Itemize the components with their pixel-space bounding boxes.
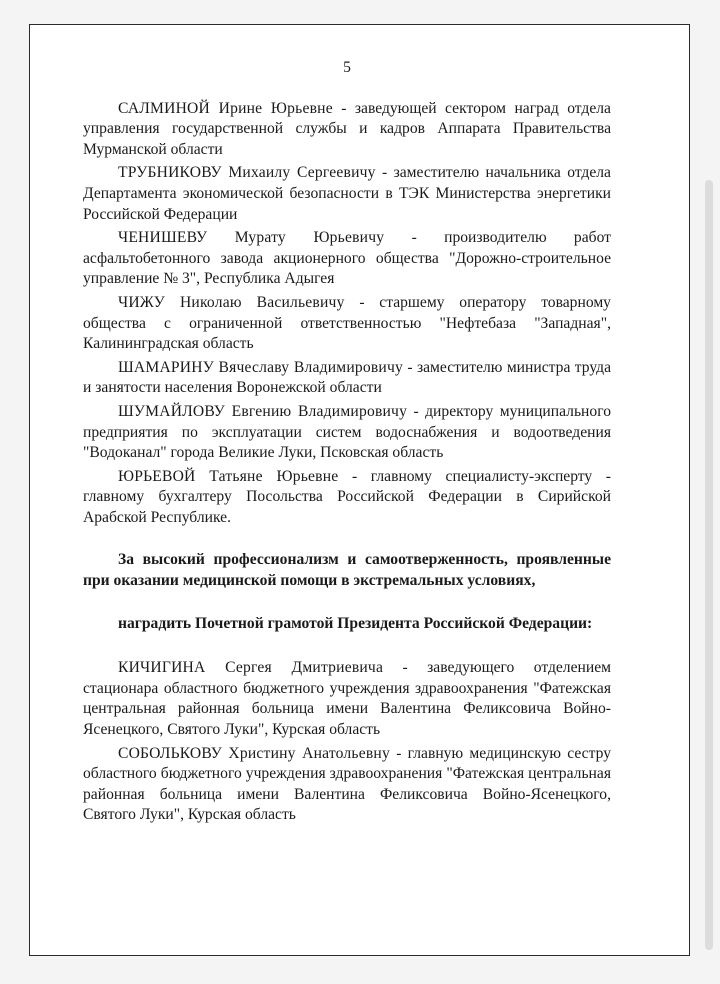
list-item xyxy=(83,402,611,464)
entries-top xyxy=(83,99,611,529)
recipient-name: ШУМАЙЛОВУ Евгению Владимировичу xyxy=(118,402,408,420)
recipient-name: ШАМАРИНУ Вячеславу Владимировичу xyxy=(118,358,404,376)
list-item xyxy=(83,744,611,826)
recipient-position: - заместителю министра труда и занятости населения Воронежской области xyxy=(83,358,611,397)
entries-bottom xyxy=(83,658,611,826)
list-item xyxy=(83,293,611,355)
decree-reason: За высокий профессионализм и самоотверженность, проявленные при оказании медицинской помощи в экстремальных условиях, xyxy=(83,551,611,590)
recipient-position: - директору муниципального предприятия по эксплуатации систем водоснабжения и водоотведения "Водоканал" города Великие Луки, Псковская область xyxy=(83,402,611,462)
recipient-position: - заместителю начальника отдела Департамента экономической безопасности в ТЭК Министерства энергетики Российской Федерации xyxy=(83,164,611,223)
document-content xyxy=(83,58,611,826)
scrollbar[interactable] xyxy=(705,180,713,950)
recipient-position: - производителю работ асфальтобетонного завода акционерного общества "Дорожно-строительное управление № 3", Республика Адыгея xyxy=(83,229,611,288)
list-item xyxy=(83,358,611,399)
recipient-name: КИЧИГИНА Сергея Дмитриевича xyxy=(118,659,384,677)
list-item xyxy=(83,658,611,740)
list-item xyxy=(83,467,611,529)
page-number: 5 xyxy=(343,59,351,76)
decree-award: наградить Почетной грамотой Президента Российской Федерации: xyxy=(118,614,593,632)
list-item xyxy=(83,163,611,225)
recipient-position: - старшему оператору товарному общества с ограниченной ответственностью "Нефтебаза "Западная", Калининградская область xyxy=(83,293,611,353)
recipient-name: СОБОЛЬКОВУ Христину Анатольевну xyxy=(118,744,390,762)
recipient-name: ТРУБНИКОВУ Михаилу Сергеевичу xyxy=(118,164,376,182)
recipient-position: - заведующего отделением стационара областного бюджетного учреждения здравоохранения "Фатежская центральная районная больница имени Валентина Феликсовича Войно-Ясенецкого, Святого Луки", Курская область xyxy=(83,659,611,739)
recipient-position: - главную медицинскую сестру областного бюджетного учреждения здравоохранения "Фатежская центральная районная больница имени Валентина Феликсовича Войно-Ясенецкого, Святого Луки", Курская область xyxy=(83,744,612,824)
list-item xyxy=(83,228,611,290)
recipient-name: ЮРЬЕВОЙ Татьяне Юрьевне xyxy=(118,467,339,485)
list-item xyxy=(83,99,611,161)
recipient-name: ЧИЖУ Николаю Васильевичу xyxy=(118,293,345,311)
recipient-position: - заведующей сектором наград отдела управления государственной службы и кадров Аппарата Правительства Мурманской области xyxy=(83,99,611,158)
recipient-position: - главному специалисту-эксперту - главному бухгалтеру Посольства Российской Федерации в Сирийской Арабской Республике. xyxy=(83,467,611,526)
recipient-name: САЛМИНОЙ Ирине Юрьевне xyxy=(118,99,333,117)
recipient-name: ЧЕНИШЕВУ Мурату Юрьевичу xyxy=(118,229,385,247)
